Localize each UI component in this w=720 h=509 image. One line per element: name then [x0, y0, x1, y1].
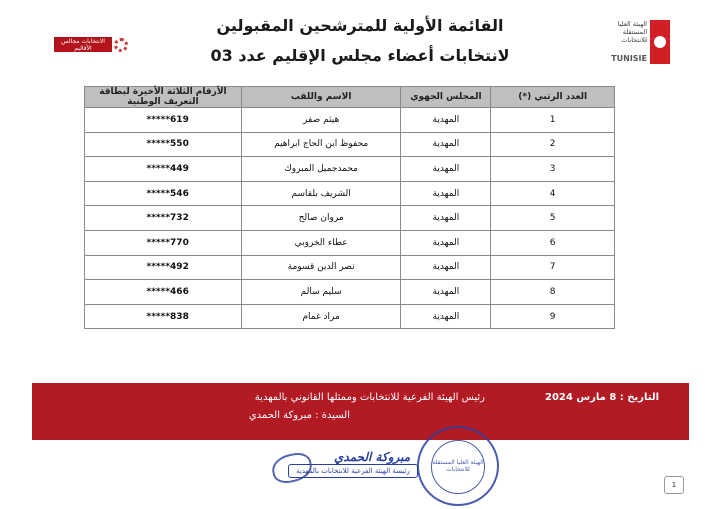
cell-name: سليم سالم [241, 280, 401, 305]
cell-num: 7 [491, 255, 615, 280]
cell-id: *****732 [85, 206, 242, 231]
footer-president-name: السيدة : مبروكة الحمدي [248, 410, 350, 421]
cell-num: 1 [491, 108, 615, 133]
cell-id: *****466 [85, 280, 242, 305]
header-num: العدد الرتبي (*) [491, 87, 615, 108]
document-title: القائمة الأولية للمترشحين المقبولين [216, 16, 504, 35]
cell-name: الشريف بلقاسم [241, 181, 401, 206]
cell-region: المهدية [401, 206, 491, 231]
official-seal [417, 426, 499, 506]
isie-logo-text: الهيئة العليا المستقلة للانتخابات [617, 20, 647, 44]
document-subtitle: لانتخابات أعضاء مجلس الإقليم عدد 03 [210, 46, 510, 65]
table-row [85, 280, 615, 305]
cell-id: *****546 [85, 181, 242, 206]
cell-name: مراد غمام [241, 304, 401, 329]
cell-id: *****492 [85, 255, 242, 280]
cell-region: المهدية [401, 181, 491, 206]
cell-id: *****449 [85, 157, 242, 182]
elections-mark-icon [114, 38, 128, 52]
cell-id: *****838 [85, 304, 242, 329]
cell-id: *****619 [85, 108, 242, 133]
cell-region: المهدية [401, 132, 491, 157]
cell-name: مروان صالح [241, 206, 401, 231]
table-row [85, 304, 615, 329]
table-header-row [85, 87, 615, 108]
table-row [85, 206, 615, 231]
signature-stamp [272, 450, 432, 486]
candidates-table [84, 86, 615, 329]
stamp-title: رئيسة الهيئة الفرعية للانتخابات بالمهدية [288, 464, 418, 478]
table-row [85, 255, 615, 280]
header-id: الأرقام الثلاثة الأخيرة لبطاقة التعريف الوطنية [85, 87, 242, 108]
cell-name: محمدجميل المبروك [241, 157, 401, 182]
cell-num: 8 [491, 280, 615, 305]
header-name: الاسم واللقب [241, 87, 401, 108]
footer-date: التاريخ : 8 مارس 2024 [545, 392, 659, 403]
cell-region: المهدية [401, 255, 491, 280]
table-row [85, 230, 615, 255]
cell-region: المهدية [401, 230, 491, 255]
isie-logo [598, 18, 670, 68]
cell-num: 5 [491, 206, 615, 231]
table-row [85, 132, 615, 157]
cell-name: محفوظ ابن الحاج ابراهيم [241, 132, 401, 157]
cell-num: 9 [491, 304, 615, 329]
footer-bar [32, 383, 689, 440]
cell-num: 3 [491, 157, 615, 182]
cell-id: *****770 [85, 230, 242, 255]
header-region: المجلس الجهوي [401, 87, 491, 108]
cell-region: المهدية [401, 108, 491, 133]
cell-region: المهدية [401, 304, 491, 329]
page-number: 1 [664, 476, 684, 494]
cell-name: نصر الدين قسومة [241, 255, 401, 280]
cell-name: عطاء الخروبي [241, 230, 401, 255]
cell-id: *****550 [85, 132, 242, 157]
table-row [85, 157, 615, 182]
tunisia-flag-icon [650, 20, 670, 64]
stamp-name: مبروكة الحمدي [334, 450, 411, 464]
cell-num: 2 [491, 132, 615, 157]
table-row [85, 108, 615, 133]
isie-logo-brand: TUNISIE [611, 54, 647, 63]
cell-num: 6 [491, 230, 615, 255]
table-row [85, 181, 615, 206]
cell-name: هيثم صفر [241, 108, 401, 133]
cell-region: المهدية [401, 280, 491, 305]
seal-text: الهيئة العليا المستقلة للانتخابات [431, 440, 485, 494]
elections-logo [54, 36, 128, 54]
cell-region: المهدية [401, 157, 491, 182]
cell-num: 4 [491, 181, 615, 206]
footer-president-title: رئيس الهيئة الفرعية للانتخابات وممثلها القانوني بالمهدية [254, 392, 485, 403]
elections-logo-text: الانتخابات مجالس الأقاليم [54, 37, 112, 52]
